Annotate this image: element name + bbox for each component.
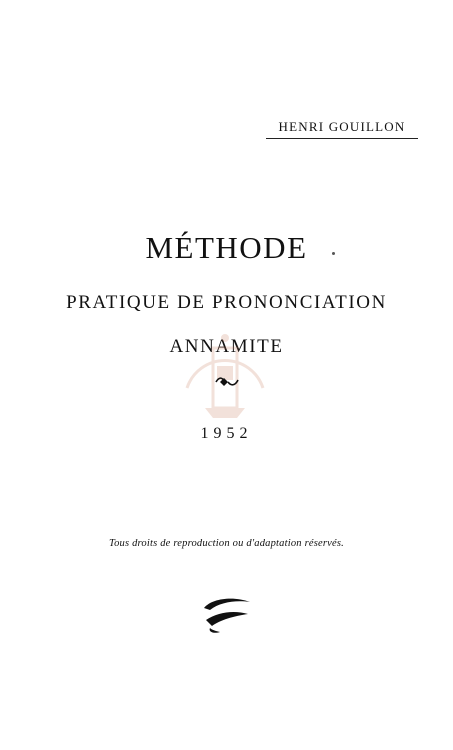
- rights-notice: Tous droits de reproduction ou d'adaptation réservés.: [109, 538, 344, 549]
- book-subtitle-language: ANNAMITE: [169, 336, 284, 357]
- publisher-logo-icon: [200, 594, 252, 636]
- author-name: HENRI GOUILLON: [266, 119, 418, 139]
- book-subtitle: PRATIQUE DE PRONONCIATION: [66, 292, 387, 313]
- publication-year: 1952: [200, 425, 253, 442]
- title-dot: [332, 252, 335, 255]
- book-title: MÉTHODE: [145, 230, 308, 265]
- library-stamp-watermark: [175, 318, 275, 428]
- fleuron-ornament-icon: [214, 374, 240, 390]
